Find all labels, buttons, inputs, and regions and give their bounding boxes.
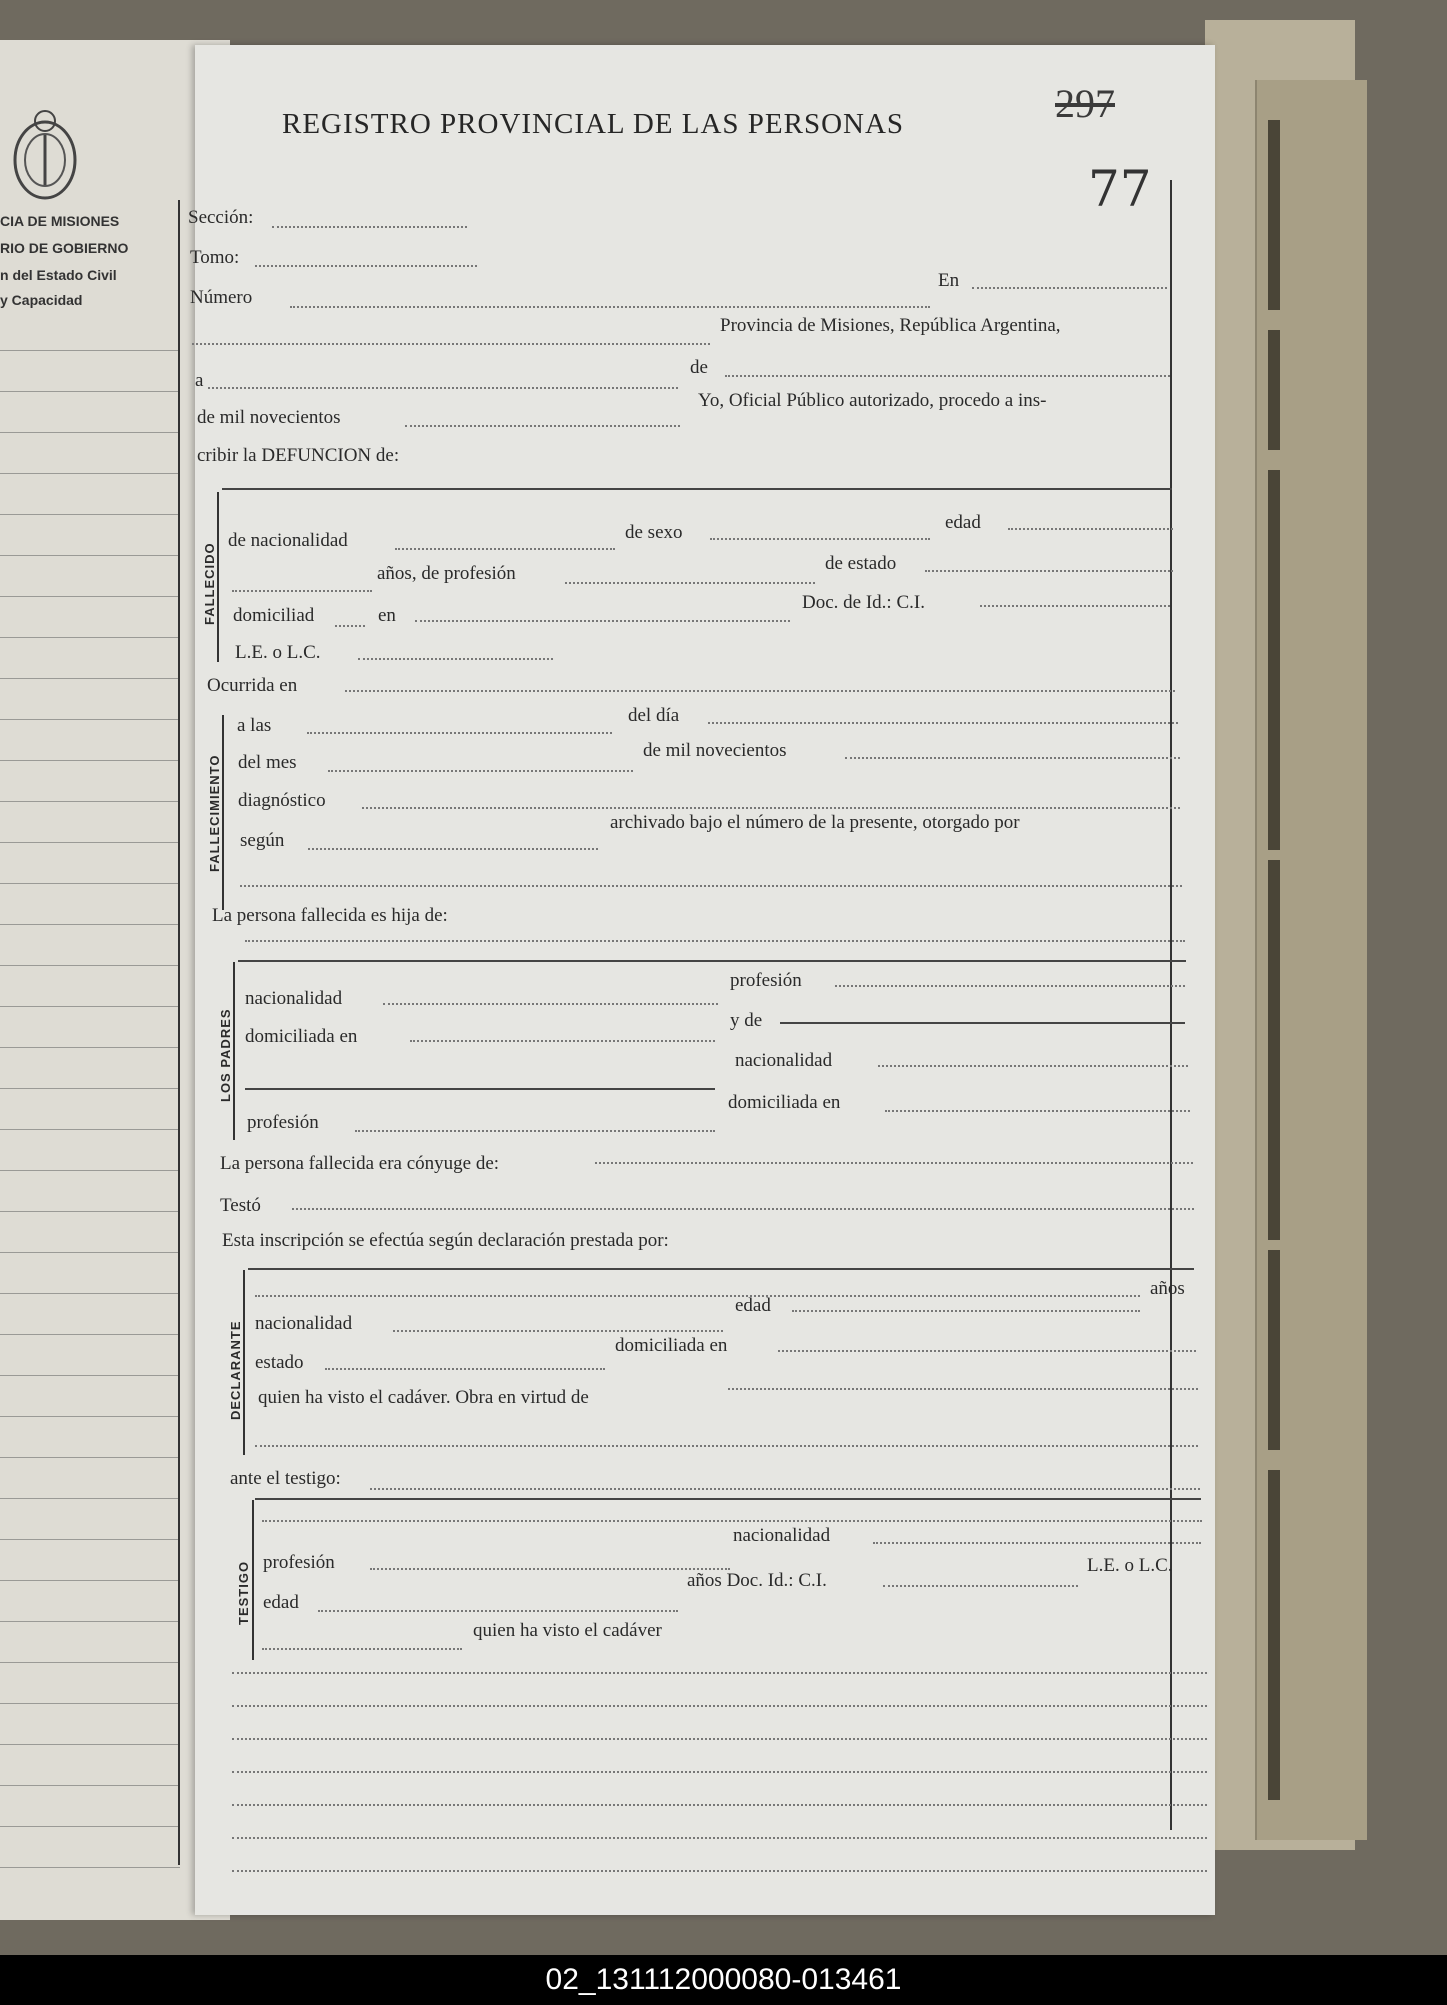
en-label: en: [378, 605, 396, 626]
index-tab: [1268, 1470, 1280, 1800]
diagnostico-field[interactable]: [362, 807, 1180, 809]
dia-field[interactable]: [708, 722, 1178, 724]
sexo-label: de sexo: [625, 522, 683, 543]
stub-ruling-line: [0, 1703, 180, 1704]
domiciliad-suffix-field[interactable]: [335, 625, 365, 627]
en-label: En: [938, 270, 960, 291]
declarante-quien-text: quien ha visto el cadáver. Obra en virtud de: [258, 1387, 589, 1408]
stub-ruling-line: [0, 801, 180, 802]
padre-profesion-label: profesión: [730, 970, 802, 991]
oficial-text: Yo, Oficial Público autorizado, procedo a ins-: [698, 390, 1047, 411]
declarante-bracket: [243, 1270, 245, 1455]
testigo-nacionalidad-label: nacionalidad: [733, 1525, 831, 1546]
testigo-nacionalidad-field[interactable]: [873, 1542, 1201, 1544]
segun-label: según: [240, 830, 285, 851]
declarante-estado-field[interactable]: [325, 1368, 605, 1370]
coat-of-arms-icon: [5, 105, 85, 210]
stub-ruling-line: [0, 1252, 180, 1253]
testigo-profesion-field[interactable]: [370, 1568, 730, 1570]
index-tab: [1268, 860, 1280, 1240]
stub-ruling-line: [0, 1293, 180, 1294]
stub-ruling-line: [0, 1211, 180, 1212]
a-field[interactable]: [208, 387, 678, 389]
mes-field[interactable]: [328, 770, 633, 772]
tomo-label: Tomo:: [190, 247, 240, 268]
ocurrida-field[interactable]: [345, 690, 1175, 692]
declarante-estado-label: estado: [255, 1352, 304, 1373]
seccion-label: Sección:: [188, 207, 254, 228]
le-field[interactable]: [358, 658, 553, 660]
profesion-field[interactable]: [565, 582, 815, 584]
observaciones-line[interactable]: [232, 1804, 1207, 1806]
declarante-anos-label: años: [1150, 1278, 1185, 1299]
fallecimiento-label: FALLECIMIENTO: [207, 754, 222, 872]
provincia-text: Provincia de Misiones, República Argentina,: [720, 315, 1061, 336]
testigo-anos-doc-label: años Doc. Id.: C.I.: [687, 1570, 827, 1591]
stub-ruling-line: [0, 1539, 180, 1540]
sexo-field[interactable]: [710, 538, 930, 540]
declaracion-text: Esta inscripción se efectúa según declaración prestada por:: [222, 1230, 669, 1251]
madre-nacionalidad-label: nacionalidad: [735, 1050, 833, 1071]
age-years-field[interactable]: [232, 590, 372, 592]
testo-field[interactable]: [292, 1208, 1194, 1210]
office-line-3: n del Estado Civil: [0, 267, 117, 283]
stub-divider: [178, 200, 180, 1865]
seccion-field[interactable]: [272, 226, 467, 228]
stub-ruling-line: [0, 637, 180, 638]
ocurrida-label: Ocurrida en: [207, 675, 298, 696]
edad-field[interactable]: [1008, 528, 1173, 530]
ante-field[interactable]: [370, 1488, 1200, 1490]
inscribir-text: cribir la DEFUNCION de:: [197, 445, 400, 466]
stub-ruling-line: [0, 1170, 180, 1171]
stub-ruling-line: [0, 514, 180, 515]
declarante-extra-field[interactable]: [255, 1445, 1198, 1447]
stub-ruling-line: [0, 1785, 180, 1786]
observaciones-line[interactable]: [232, 1771, 1207, 1773]
testigo-edad-field[interactable]: [318, 1610, 678, 1612]
stub-ruling-line: [0, 596, 180, 597]
a-label: a: [195, 370, 204, 391]
testo-label: Testó: [220, 1195, 261, 1216]
segun-field[interactable]: [308, 848, 598, 850]
stub-ruling-line: [0, 1867, 180, 1868]
stub-ruling-line: [0, 1457, 180, 1458]
testigo-name-field[interactable]: [262, 1520, 1202, 1522]
padre-nacionalidad-label: nacionalidad: [245, 988, 343, 1009]
numero-label: Número: [190, 287, 253, 308]
domicilio-field[interactable]: [415, 620, 790, 622]
padre-name-field[interactable]: [245, 940, 1185, 942]
stub-ruling-line: [0, 1375, 180, 1376]
stub-ruling-line: [0, 1621, 180, 1622]
padre-nacionalidad-field[interactable]: [383, 1003, 718, 1005]
stub-ruling-line: [0, 1334, 180, 1335]
observaciones-line[interactable]: [232, 1672, 1207, 1674]
madre-domicilio-field[interactable]: [885, 1110, 1190, 1112]
stub-ruling-line: [0, 1129, 180, 1130]
madre-name-cont-field[interactable]: [245, 1088, 715, 1090]
year-field[interactable]: [405, 425, 680, 427]
observaciones-line[interactable]: [232, 1738, 1207, 1740]
testigo-extra-field[interactable]: [262, 1648, 462, 1650]
numero-field[interactable]: [290, 306, 930, 308]
declarante-edad-field[interactable]: [792, 1310, 1140, 1312]
stub-ruling-line: [0, 391, 180, 392]
page-title: REGISTRO PROVINCIAL DE LAS PERSONAS: [282, 108, 905, 140]
stub-ruling-line: [0, 1047, 180, 1048]
stub-ruling-line: [0, 1416, 180, 1417]
stub-ruling-line: [0, 555, 180, 556]
index-tab: [1268, 120, 1280, 310]
estado-label: de estado: [825, 553, 897, 574]
madre-domiciliada-label: domiciliada en: [728, 1092, 841, 1113]
testigo-edad-label: edad: [263, 1592, 299, 1613]
otorgado-field[interactable]: [240, 885, 1182, 887]
ci-field[interactable]: [980, 605, 1170, 607]
tomo-field[interactable]: [255, 265, 477, 267]
a-las-label: a las: [237, 715, 272, 736]
testigo-quien-text: quien ha visto el cadáver: [473, 1620, 662, 1641]
stub-ruling-line: [0, 883, 180, 884]
form-page: [195, 45, 1215, 1915]
archivado-text: archivado bajo el número de la presente, otorgado por: [610, 812, 1020, 833]
stub-ruling-line: [0, 678, 180, 679]
declarante-label: DECLARANTE: [228, 1320, 243, 1420]
index-tab: [1268, 1250, 1280, 1450]
madre-profesion-field[interactable]: [355, 1130, 715, 1132]
fallecido-bracket: [217, 492, 219, 662]
de-label: de: [690, 357, 708, 378]
del-dia-label: del día: [628, 705, 680, 726]
padres-bracket: [233, 962, 235, 1140]
ante-label: ante el testigo:: [230, 1468, 341, 1489]
anos-profesion-label: años, de profesión: [377, 563, 516, 584]
le-label: L.E. o L.C.: [235, 642, 321, 663]
madre-profesion-label: profesión: [247, 1112, 319, 1133]
fallecimiento-bracket: [222, 715, 224, 910]
office-line-4: y Capacidad: [0, 292, 83, 308]
stub-ruling-line: [0, 760, 180, 761]
stub-ruling-line: [0, 432, 180, 433]
hora-field[interactable]: [307, 732, 612, 734]
de-field[interactable]: [725, 375, 1170, 377]
testigo-le-label: L.E. o L.C.: [1087, 1555, 1173, 1576]
stub-ruling-line: [0, 473, 180, 474]
observaciones-line[interactable]: [232, 1837, 1207, 1839]
padres-label: LOS PADRES: [218, 1008, 233, 1102]
stub-ruling-line: [0, 1006, 180, 1007]
en-field[interactable]: [972, 287, 1167, 289]
padre-domiciliada-label: domiciliada en: [245, 1026, 358, 1047]
index-tab: [1268, 470, 1280, 850]
nacionalidad-label: de nacionalidad: [228, 530, 348, 551]
declarante-nacionalidad-label: nacionalidad: [255, 1313, 353, 1334]
domiciliad-label: domiciliad: [233, 605, 315, 626]
index-tab: [1268, 330, 1280, 450]
folio-number: 77: [1088, 160, 1152, 218]
madre-nacionalidad-field[interactable]: [878, 1065, 1188, 1067]
observaciones-line[interactable]: [232, 1705, 1207, 1707]
stub-ruling-line: [0, 1088, 180, 1089]
declarante-domiciliada-label: domiciliada en: [615, 1335, 728, 1356]
doc-label: Doc. de Id.: C.I.: [802, 592, 925, 613]
fallecido-label: FALLECIDO: [202, 542, 217, 625]
hija-label: La persona fallecida es hija de:: [212, 905, 448, 926]
diagnostico-label: diagnóstico: [238, 790, 326, 811]
edad-label: edad: [945, 512, 981, 533]
declarante-edad-label: edad: [735, 1295, 771, 1316]
conyuge-label: La persona fallecida era cónyuge de:: [220, 1153, 500, 1174]
madre-name-field[interactable]: [780, 1022, 1185, 1024]
place-field[interactable]: [192, 343, 710, 345]
testigo-ci-field[interactable]: [883, 1585, 1078, 1587]
stub-ruling-line: [0, 965, 180, 966]
conyuge-field[interactable]: [595, 1162, 1193, 1164]
anio-field[interactable]: [845, 757, 1180, 759]
testigo-label: TESTIGO: [236, 1560, 251, 1625]
padre-profesion-field[interactable]: [835, 985, 1185, 987]
y-de-label: y de: [730, 1010, 763, 1031]
declarante-nacionalidad-field[interactable]: [393, 1330, 723, 1332]
stub-ruling-line: [0, 1826, 180, 1827]
nacionalidad-field[interactable]: [395, 548, 615, 550]
mil-label: de mil novecientos: [643, 740, 787, 761]
declarante-name-field[interactable]: [255, 1295, 1140, 1297]
file-id-caption: 02_131112000080-013461: [545, 1963, 902, 1996]
right-border: [1170, 180, 1172, 1830]
office-line-1: CIA DE MISIONES: [0, 213, 120, 229]
del-mes-label: del mes: [238, 752, 297, 773]
declarante-domicilio-field[interactable]: [778, 1350, 1196, 1352]
struck-number: 297: [1055, 81, 1115, 126]
stub-ruling-line: [0, 924, 180, 925]
stub-ruling-line: [0, 842, 180, 843]
deceased-name-field[interactable]: [222, 488, 1172, 490]
observaciones-line[interactable]: [232, 1870, 1207, 1872]
stub-ruling-line: [0, 350, 180, 351]
padres-rule: [238, 960, 1186, 962]
testigo-profesion-label: profesión: [263, 1552, 335, 1573]
de-mil-label: de mil novecientos: [197, 407, 341, 428]
virtud-field[interactable]: [728, 1388, 1198, 1390]
stub-ruling-line: [0, 1498, 180, 1499]
declarante-rule: [248, 1268, 1194, 1270]
testigo-bracket: [252, 1500, 254, 1660]
padre-domicilio-field[interactable]: [410, 1040, 715, 1042]
testigo-rule: [255, 1498, 1201, 1500]
stub-ruling-line: [0, 1662, 180, 1663]
estado-field[interactable]: [925, 570, 1173, 572]
stub-ruling-line: [0, 1744, 180, 1745]
stub-ruling-line: [0, 1580, 180, 1581]
stub-ruling-line: [0, 719, 180, 720]
office-line-2: RIO DE GOBIERNO: [0, 240, 129, 256]
